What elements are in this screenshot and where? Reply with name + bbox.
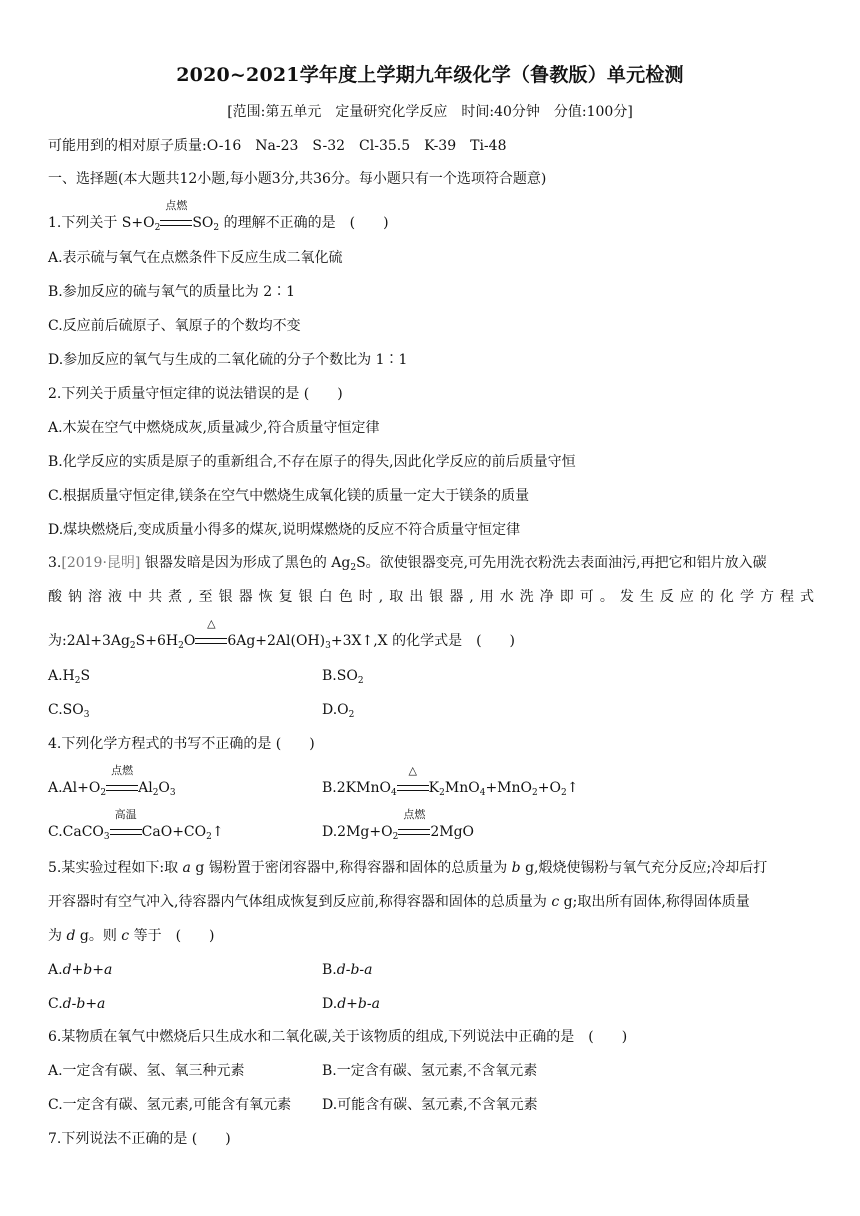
section-heading: 一、选择题(本大题共12小题,每小题3分,共36分。每小题只有一个选项符合题意) — [48, 171, 547, 187]
question-6: 6.某物质在氧气中燃烧后只生成水和二氧化碳,关于该物质的组成,下列说法中正确的是 ( ) — [48, 1029, 628, 1045]
q3-option-d: $D.O_2$ — [322, 702, 355, 720]
q2-option-a: A.木炭在空气中燃烧成灰,质量减少,符合质量守恒定律 — [48, 420, 380, 436]
q5-option-c: C.d-b+a — [48, 996, 106, 1012]
q6-option-c: C.一定含有碳、氢元素,可能含有氧元素 — [48, 1097, 292, 1113]
exam-scope: [范围:第五单元 定量研究化学反应 时间:40分钟 分值:100分] — [227, 104, 633, 120]
q3-option-b: $B.SO_2$ — [322, 668, 364, 686]
question-source: [2019·昆明] — [61, 555, 141, 571]
q1-option-b: B.参加反应的硫与氧气的质量比为 2∶1 — [48, 284, 296, 300]
atomic-masses: 可能用到的相对原子质量:O-16 Na-23 S-32 Cl-35.5 K-39 Ti-48 — [48, 138, 507, 154]
q5-option-a: A.d+b+a — [48, 962, 113, 978]
q5-option-b: B.d-b-a — [322, 962, 373, 978]
q3-line-2: 酸钠溶液中共煮,至银器恢复银白色时,取出银器,用水洗净即可。发生反应的化学方程式 — [48, 589, 814, 605]
q5-option-d: D.d+b-a — [322, 996, 380, 1012]
reaction-arrow: △ — [195, 631, 227, 651]
q6-option-b: B.一定含有碳、氢元素,不含氧元素 — [322, 1063, 538, 1079]
q1-option-c: C.反应前后硫原子、氧原子的个数均不变 — [48, 318, 301, 334]
q3-option-c: $C.SO_3$ — [48, 702, 90, 720]
reaction-arrow: 点燃 — [106, 778, 138, 798]
q5-line-2: 开容器时有空气冲入,待容器内气体组成恢复到反应前,称得容器和固体的总质量为 c g;取出所有固体,称得固体质量 — [48, 894, 750, 910]
q6-option-d: D.可能含有碳、氢元素,不含氧元素 — [322, 1097, 538, 1113]
page-title: 2020~2021学年度上学期九年级化学（鲁教版）单元检测 — [176, 64, 684, 86]
q6-option-a: A.一定含有碳、氢、氧三种元素 — [48, 1063, 245, 1079]
q3-option-a: $A.H_2S$ — [48, 668, 91, 686]
question-1: 1.下列关于 $S+O_2$ 点燃 $SO_2$ 的理解不正确的是 ( ) — [48, 199, 389, 233]
q2-option-d: D.煤块燃烧后,变成质量小得多的煤灰,说明煤燃烧的反应不符合质量守恒定律 — [48, 522, 521, 538]
q1-option-a: A.表示硫与氧气在点燃条件下反应生成二氧化硫 — [48, 250, 343, 266]
reaction-arrow: △ — [397, 778, 429, 798]
q5-line-3: 为 d g。则 c 等于 ( ) — [48, 928, 215, 944]
question-5: 5.某实验过程如下:取 a g 锡粉置于密闭容器中,称得容器和固体的总质量为 b g,煅烧使锡粉与氧气充分反应;冷却后打 — [48, 860, 768, 876]
q3-equation: 为$:2Al+3Ag_2S+6H_2O$ △ $6Ag+2Al(OH)_3+3X↑,X$ 的化学式是 ( ) — [48, 617, 516, 651]
question-2: 2.下列关于质量守恒定律的说法错误的是 ( ) — [48, 386, 343, 402]
q4-option-b: B.2KMnO$_4$ △ $K_2MnO_4+MnO_2+O_2↑$ — [322, 764, 579, 798]
question-4: 4.下列化学方程式的书写不正确的是 ( ) — [48, 736, 315, 752]
question-3: 3.[2019·昆明] 银器发暗是因为形成了黑色的 $Ag_2S$。欲使银器变亮,可先用洗衣粉洗去表面油污,再把它和铝片放入碳 — [48, 555, 767, 573]
q4-option-d: $D.2Mg+O_2$ 点燃 2MgO — [322, 808, 475, 842]
question-7: 7.下列说法不正确的是 ( ) — [48, 1131, 231, 1147]
q1-option-d: D.参加反应的氧气与生成的二氧化硫的分子个数比为 1∶1 — [48, 352, 408, 368]
reaction-arrow: 高温 — [110, 822, 142, 842]
reaction-arrow: 点燃 — [398, 822, 430, 842]
q4-option-c: C.CaCO$_3$ 高温 $CaO+CO_2↑$ — [48, 808, 224, 842]
q2-option-c: C.根据质量守恒定律,镁条在空气中燃烧生成氧化镁的质量一定大于镁条的质量 — [48, 488, 530, 504]
q2-option-b: B.化学反应的实质是原子的重新组合,不存在原子的得失,因此化学反应的前后质量守恒 — [48, 454, 576, 470]
reaction-arrow: 点燃 — [160, 213, 192, 233]
q4-option-a: $A.Al+O_2$ 点燃 $Al_2O_3$ — [48, 764, 176, 798]
